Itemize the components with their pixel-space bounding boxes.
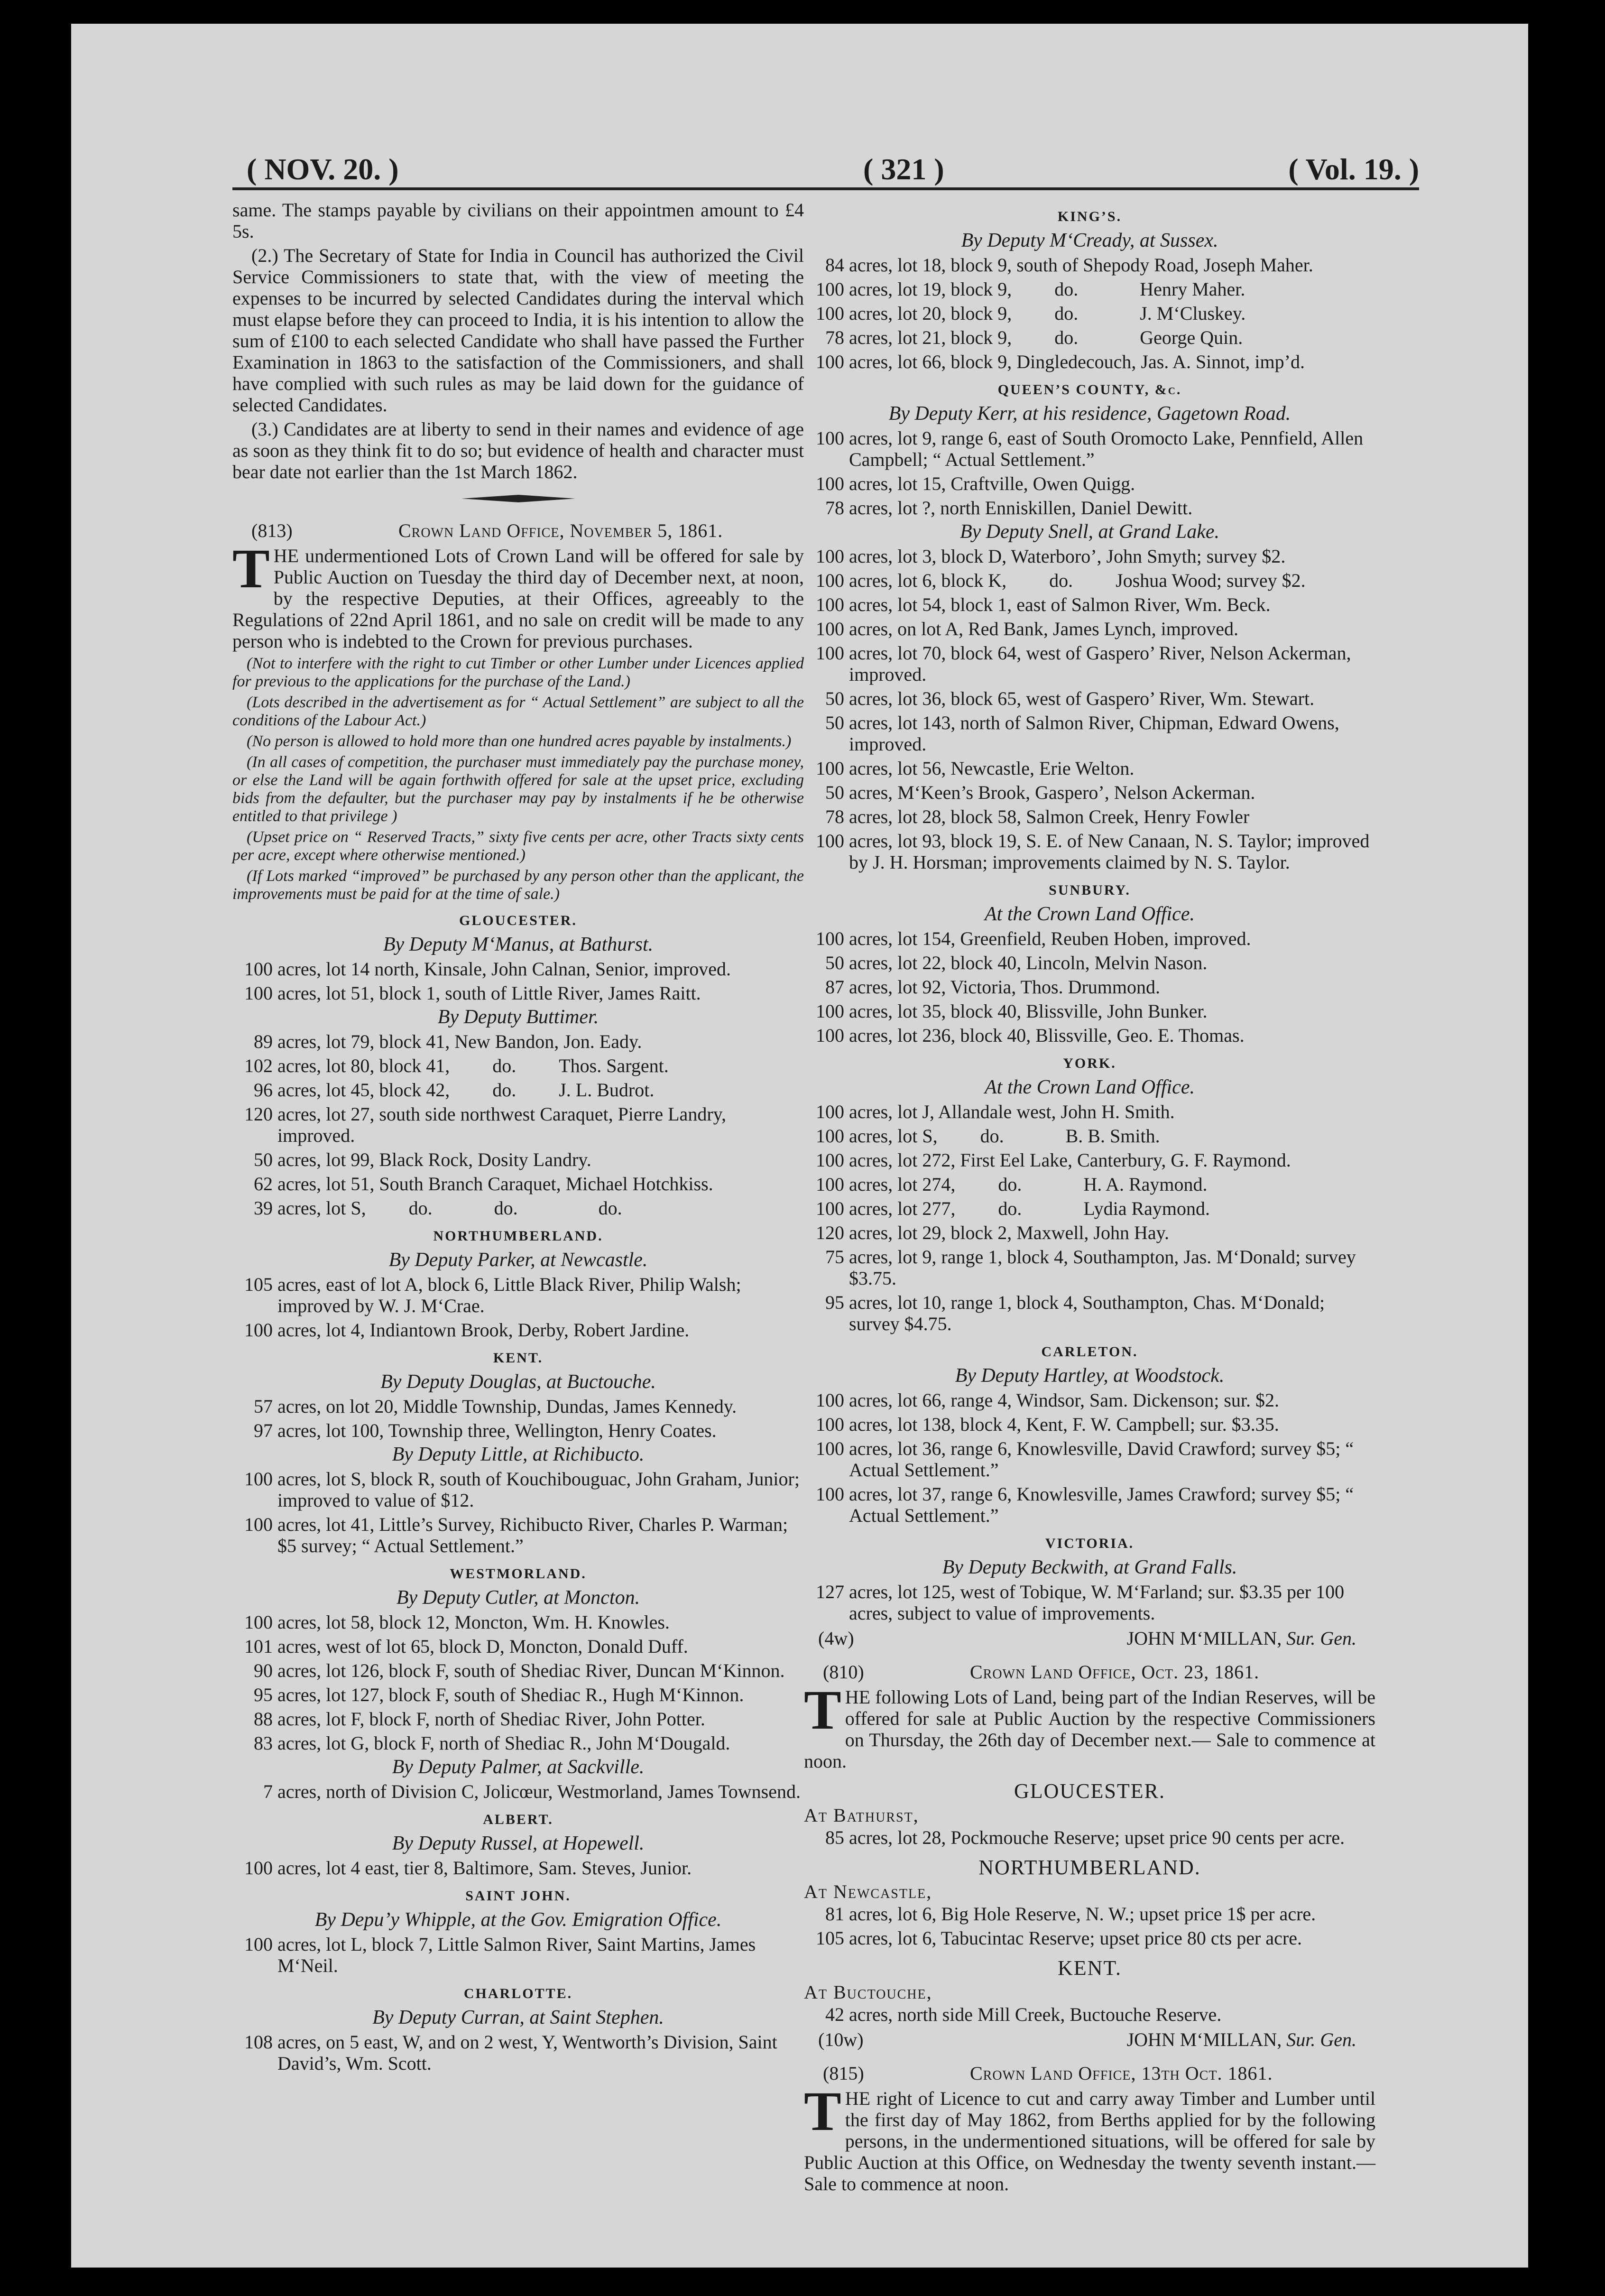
notice-810-body	[804, 1679, 1375, 1772]
county-heading: CHARLOTTE.	[463, 1986, 573, 2001]
county-heading: ALBERT.	[483, 1812, 553, 1827]
location-heading: At Bathurst,	[804, 1805, 919, 1826]
lot-description: acres, lot 80, block 41, do. Thos. Sargent.	[277, 1055, 669, 1076]
lot-description: acres, lot 4, Indiantown Brook, Derby, Robert Jardine.	[277, 1319, 690, 1341]
deputy-heading: By Depu’y Whipple, at the Gov. Emigration Office.	[314, 1909, 722, 1931]
notice-note: (In all cases of competition, the purchaser must immediately pay the purchase money, or else the Land will be again forthwith offered for sale at the upset price, excluding bids from the defaulter, but the purchaser may pay by instalments if he be otherwise entitled to that privilege )	[232, 753, 804, 825]
deputy-heading: By Deputy Cutler, at Moncton.	[396, 1587, 640, 1609]
lot-entry	[232, 1396, 804, 1417]
lot-entry	[804, 254, 1375, 276]
lot-description: acres, lot 15, Craftville, Owen Quigg.	[849, 473, 1135, 494]
lot-acreage: 100	[816, 618, 844, 639]
lot-description: acres, lot 56, Newcastle, Erie Welton.	[849, 758, 1135, 779]
lot-description: acres, lot 66, block 9, Dingledecouch, Jas. A. Sinnot, imp’d.	[849, 351, 1305, 372]
lot-description: acres, lot 127, block F, south of Shediac R., Hugh M‘Kinnon.	[277, 1684, 744, 1705]
right-column	[804, 199, 1375, 2197]
lot-acreage: 89	[254, 1031, 273, 1052]
lot-description: acres, lot 92, Victoria, Thos. Drummond.	[849, 976, 1161, 998]
lot-acreage: 75	[825, 1246, 844, 1268]
notice-title: Crown Land Office, November 5, 1861.	[398, 520, 723, 541]
lot-acreage: 90	[254, 1660, 273, 1681]
lot-acreage: 39	[254, 1197, 273, 1219]
lot-acreage: 100	[816, 1000, 844, 1022]
lot-description: acres, lot J, Allandale west, John H. Smith.	[849, 1101, 1175, 1122]
lot-description: acres, lot 4 east, tier 8, Baltimore, Sam. Steves, Junior.	[277, 1857, 692, 1879]
lot-entry	[232, 2031, 804, 2074]
lot-description: acres, lot 3, block D, Waterboro’, John Smyth; survey $2.	[849, 546, 1286, 567]
county-heading: YORK.	[1063, 1055, 1116, 1071]
lot-acreage: 78	[825, 806, 844, 827]
signature	[804, 1628, 1375, 1649]
lot-acreage: 100	[244, 982, 273, 1004]
deputy-heading: By Deputy Kerr, at his residence, Gagetown Road.	[888, 403, 1291, 425]
lot-entry	[804, 1174, 1375, 1195]
right-lot-listings	[804, 206, 1375, 1624]
lot-description: acres, east of lot A, block 6, Little Black River, Philip Walsh; improved by W. J. M‘Crae.	[277, 1274, 741, 1316]
left-lot-listings	[232, 910, 804, 2074]
lot-acreage: 100	[244, 1468, 273, 1490]
lot-acreage: 88	[254, 1708, 273, 1730]
signatory-name: JOHN M‘MILLAN,	[1126, 1628, 1282, 1649]
notice-note: (No person is allowed to hold more than one hundred acres payable by instalments.)	[247, 732, 792, 750]
lot-description: acres, lot 99, Black Rock, Dosity Landry.	[277, 1149, 591, 1170]
lot-entry: 42 acres, north side Mill Creek, Buctouche Reserve.	[825, 2004, 1222, 2025]
county-heading: GLOUCESTER.	[1014, 1779, 1165, 1803]
lot-description: acres, lot 54, block 1, east of Salmon River, Wm. Beck.	[849, 594, 1271, 615]
lot-description: acres, lot 70, block 64, west of Gaspero’ River, Nelson Ackerman, improved.	[849, 642, 1351, 685]
deputy-heading: By Deputy Little, at Richibucto.	[392, 1444, 645, 1465]
lot-entry	[232, 958, 804, 980]
lot-description: acres, lot L, block 7, Little Salmon River, Saint Martins, James M‘Neil.	[277, 1934, 756, 1976]
intro-paragraph: same. The stamps payable by civilians on their appointmen amount to £4 5s.	[232, 199, 804, 242]
header-rule	[232, 187, 1419, 190]
lot-entry: 85 acres, lot 28, Pockmouche Reserve; upset price 90 cents per acre.	[825, 1827, 1345, 1848]
lot-description: acres, lot 143, north of Salmon River, Chipman, Edward Owens, improved.	[849, 712, 1339, 755]
lot-entry	[804, 928, 1375, 949]
notice-text: HE undermentioned Lots of Crown Land will be offered for sale by Public Auction on Tuesday the third day of December next, at noon, by the respective Deputies, at their Offices, agreeably to the Regulations of 22nd April 1861, and no sale on credit will be made to any person who is indebted to the Crown for previous purchases.	[232, 545, 804, 652]
deputy-heading: By Deputy Beckwith, at Grand Falls.	[942, 1556, 1237, 1578]
lot-description: acres, on lot 20, Middle Township, Dundas, James Kennedy.	[277, 1396, 737, 1417]
lot-entry	[232, 1514, 804, 1556]
lot-acreage: 50	[825, 782, 844, 803]
lot-entry	[232, 1103, 804, 1146]
county-heading: CARLETON.	[1041, 1344, 1138, 1360]
signature	[804, 2029, 1375, 2050]
lot-description: acres, lot 93, block 19, S. E. of New Canaan, N. S. Taylor; improved by J. H. Horsman; improvements claimed by N. S. Taylor.	[849, 830, 1370, 873]
lot-entry	[232, 1732, 804, 1754]
left-column	[232, 199, 804, 2077]
lot-description: acres, lot 6, block K, do. Joshua Wood; survey $2.	[849, 570, 1306, 591]
lot-entry	[804, 594, 1375, 615]
page-header	[247, 142, 1419, 194]
lot-entry	[232, 1708, 804, 1730]
lot-entry	[804, 351, 1375, 372]
lot-entry	[804, 570, 1375, 591]
lot-acreage: 87	[825, 976, 844, 998]
lot-description: acres, lot 126, block F, south of Shediac River, Duncan M‘Kinnon.	[277, 1660, 785, 1681]
notice-code: (4w)	[818, 1628, 854, 1649]
lot-description: acres, lot 66, range 4, Windsor, Sam. Dickenson; sur. $2.	[849, 1389, 1280, 1411]
lot-entry	[804, 1414, 1375, 1435]
lot-acreage: 105	[244, 1274, 273, 1295]
lot-acreage: 100	[816, 1198, 844, 1219]
lot-acreage: 100	[816, 1438, 844, 1459]
lot-entry	[804, 1222, 1375, 1243]
deputy-heading: By Deputy Hartley, at Woodstock.	[955, 1365, 1225, 1387]
notice-code: (813)	[251, 520, 293, 541]
lot-acreage: 100	[816, 1125, 844, 1147]
lot-acreage: 100	[816, 1483, 844, 1505]
lot-description: acres, lot 21, block 9, do. George Quin.	[849, 327, 1243, 348]
lot-acreage: 108	[244, 2031, 273, 2053]
lot-acreage: 57	[254, 1396, 273, 1417]
lot-acreage: 100	[244, 1514, 273, 1535]
lot-description: acres, lot 36, range 6, Knowlesville, David Crawford; survey $5; “ Actual Settlement.”	[849, 1438, 1354, 1481]
notice-title: Crown Land Office, 13th Oct. 1861.	[970, 2063, 1273, 2084]
drop-cap: T	[804, 1679, 841, 1741]
lot-description: acres, lot 22, block 40, Lincoln, Melvin Nason.	[849, 952, 1208, 973]
lot-acreage: 100	[816, 546, 844, 567]
deputy-heading: By Deputy Parker, at Newcastle.	[388, 1249, 648, 1271]
lot-description: acres, lot 19, block 9, do. Henry Maher.	[849, 278, 1245, 300]
deputy-heading: At the Crown Land Office.	[985, 1076, 1195, 1098]
lot-description: acres, west of lot 65, block D, Moncton, Donald Duff.	[277, 1636, 688, 1657]
lot-entry	[232, 1781, 804, 1802]
lot-description: acres, M‘Keen’s Brook, Gaspero’, Nelson Ackerman.	[849, 782, 1255, 803]
lot-acreage: 84	[825, 254, 844, 276]
lot-acreage: 100	[816, 758, 844, 779]
lot-entry	[804, 1483, 1375, 1526]
lot-entry	[232, 1420, 804, 1441]
lot-entry	[804, 497, 1375, 518]
signatory-role: Sur. Gen.	[1286, 2029, 1356, 2050]
lot-description: acres, lot 9, range 6, east of South Oromocto Lake, Pennfield, Allen Campbell; “ Actual Settlement.”	[849, 427, 1364, 470]
lot-acreage: 100	[816, 303, 844, 324]
lot-acreage: 62	[254, 1173, 273, 1194]
lot-entry	[804, 1125, 1375, 1147]
lot-acreage: 97	[254, 1420, 273, 1441]
lot-acreage: 100	[816, 1149, 844, 1171]
notice-815-heading	[804, 2063, 1375, 2084]
location-heading: At Newcastle,	[804, 1881, 932, 1902]
lot-description: acres, lot 125, west of Tobique, W. M‘Farland; sur. $3.35 per 100 acres, subject to value of improvements.	[849, 1581, 1345, 1624]
lot-entry	[232, 1660, 804, 1681]
notice-code: (810)	[823, 1661, 864, 1683]
lot-description: acres, lot 100, Township three, Wellington, Henry Coates.	[277, 1420, 717, 1441]
header-date: ( NOV. 20. )	[247, 152, 399, 186]
lot-description: acres, lot 29, block 2, Maxwell, John Hay.	[849, 1222, 1170, 1243]
lot-entry	[232, 1055, 804, 1076]
notice-810-heading	[804, 1661, 1375, 1683]
lot-acreage: 100	[244, 1857, 273, 1879]
lot-entry	[804, 688, 1375, 709]
lot-entry: 81 acres, lot 6, Big Hole Reserve, N. W.; upset price 1$ per acre.	[825, 1903, 1316, 1925]
lot-description: acres, lot S, block R, south of Kouchibouguac, John Graham, Junior; improved to value of $12.	[277, 1468, 800, 1511]
lot-entry	[804, 278, 1375, 300]
lot-acreage: 100	[244, 1934, 273, 1955]
lot-entry	[804, 618, 1375, 639]
lot-entry	[804, 1581, 1375, 1624]
lot-description: acres, lot 274, do. H. A. Raymond.	[849, 1174, 1208, 1195]
lot-acreage: 95	[825, 1292, 844, 1313]
lot-acreage: 100	[816, 473, 844, 494]
signatory-role: Sur. Gen.	[1286, 1628, 1356, 1649]
lot-acreage: 50	[825, 952, 844, 973]
lot-entry	[804, 1101, 1375, 1122]
lot-entry	[232, 982, 804, 1004]
lot-acreage: 100	[244, 1611, 273, 1633]
drop-cap: T	[804, 2080, 841, 2142]
lot-acreage: 100	[816, 278, 844, 300]
lot-entry	[232, 1197, 804, 1219]
lot-entry	[232, 1079, 804, 1101]
lot-entry	[804, 830, 1375, 873]
lot-entry	[804, 952, 1375, 973]
lot-description: acres, lot 154, Greenfield, Reuben Hoben, improved.	[849, 928, 1251, 949]
lot-description: acres, lot F, block F, north of Shediac River, John Potter.	[277, 1708, 705, 1730]
lot-acreage: 100	[816, 1414, 844, 1435]
lot-entry: 105 acres, lot 6, Tabucintac Reserve; upset price 80 cts per acre.	[816, 1927, 1302, 1949]
lot-description: acres, lot 27, south side northwest Caraquet, Pierre Landry, improved.	[277, 1103, 727, 1146]
lot-description: acres, lot 272, First Eel Lake, Canterbury, G. F. Raymond.	[849, 1149, 1291, 1171]
lot-acreage: 100	[816, 570, 844, 591]
county-heading: KING’S.	[1057, 209, 1122, 224]
lot-description: acres, lot ?, north Enniskillen, Daniel Dewitt.	[849, 497, 1193, 518]
notice-text: HE right of Licence to cut and carry away Timber and Lumber until the first day of May 1862, from Berths applied for by the following persons, in the undermentioned situations, will be offered for sale by Public Auction at this Office, on Wednesday the twenty seventh instant.—Sale to commence at noon.	[804, 2088, 1375, 2194]
county-heading: NORTHUMBERLAND.	[433, 1228, 603, 1244]
lot-description: acres, north of Division C, Jolicœur, Westmorland, James Townsend.	[277, 1781, 801, 1802]
lot-description: acres, lot 51, South Branch Caraquet, Michael Hotchkiss.	[277, 1173, 713, 1194]
county-heading: KENT.	[1057, 1956, 1122, 1980]
gazette-page	[71, 24, 1528, 2268]
lot-acreage: 120	[244, 1103, 273, 1125]
county-heading: WESTMORLAND.	[450, 1566, 587, 1582]
lot-description: acres, lot S, do. B. B. Smith.	[849, 1125, 1160, 1147]
lot-acreage: 100	[816, 1101, 844, 1122]
lot-description: acres, lot 18, block 9, south of Shepody Road, Joseph Maher.	[849, 254, 1313, 276]
notice-code: (10w)	[818, 2029, 864, 2050]
lot-entry	[232, 1684, 804, 1705]
lot-description: acres, lot 138, block 4, Kent, F. W. Campbell; sur. $3.35.	[849, 1414, 1279, 1435]
county-heading: SAINT JOHN.	[465, 1888, 571, 1904]
lot-acreage: 120	[816, 1222, 844, 1243]
notice-815-body	[804, 2080, 1375, 2194]
deputy-heading: At the Crown Land Office.	[985, 903, 1195, 925]
lot-acreage: 101	[244, 1636, 273, 1657]
deputy-heading: By Deputy Curran, at Saint Stephen.	[372, 2007, 664, 2028]
deputy-heading: By Deputy Palmer, at Sackville.	[392, 1756, 645, 1778]
lot-entry	[804, 712, 1375, 755]
deputy-heading: By Deputy Buttimer.	[437, 1006, 599, 1028]
lot-entry	[232, 1149, 804, 1170]
lot-entry	[804, 1246, 1375, 1289]
lot-entry	[804, 976, 1375, 998]
lot-entry	[232, 1857, 804, 1879]
county-heading: SUNBURY.	[1049, 882, 1131, 898]
signatory-name: JOHN M‘MILLAN,	[1126, 2029, 1282, 2050]
lot-acreage: 100	[816, 642, 844, 664]
lot-acreage: 83	[254, 1732, 273, 1754]
lot-acreage: 102	[244, 1055, 273, 1076]
deputy-heading: By Deputy M‘Manus, at Bathurst.	[383, 934, 654, 955]
lot-entry	[232, 1611, 804, 1633]
lot-acreage: 96	[254, 1079, 273, 1101]
deputy-heading: By Deputy Douglas, at Buctouche.	[380, 1371, 656, 1393]
notice-text: HE following Lots of Land, being part of the Indian Reserves, will be offered for sale at Public Auction by the respective Commissioners on Thursday, the 26th day of December next.— Sale to commence at noon.	[804, 1686, 1375, 1772]
lot-acreage: 78	[825, 327, 844, 348]
lot-acreage: 100	[816, 1389, 844, 1411]
lot-description: acres, lot 14 north, Kinsale, John Calnan, Senior, improved.	[277, 958, 731, 980]
lot-description: acres, on 5 east, W, and on 2 west, Y, Wentworth’s Division, Saint David’s, Wm. Scott.	[277, 2031, 777, 2074]
lot-entry	[232, 1319, 804, 1341]
lot-description: acres, lot 45, block 42, do. J. L. Budrot.	[277, 1079, 655, 1101]
lot-description: acres, lot 9, range 1, block 4, Southampton, Jas. M‘Donald; survey $3.75.	[849, 1246, 1356, 1289]
lot-entry	[804, 327, 1375, 348]
lot-acreage: 100	[816, 351, 844, 372]
lot-description: acres, lot 41, Little’s Survey, Richibucto River, Charles P. Warman; $5 survey; “ Actual Settlement.”	[277, 1514, 788, 1556]
lot-acreage: 50	[825, 688, 844, 709]
lot-entry	[232, 1934, 804, 1976]
lot-entry	[804, 1438, 1375, 1481]
county-heading: QUEEN’S COUNTY, &c.	[997, 382, 1182, 398]
section-divider	[232, 486, 804, 508]
lot-entry	[232, 1636, 804, 1657]
lot-entry	[232, 1468, 804, 1511]
lot-description: acres, lot 28, block 58, Salmon Creek, Henry Fowler	[849, 806, 1250, 827]
lot-entry	[232, 1173, 804, 1194]
lot-acreage: 7	[263, 1781, 273, 1802]
lot-description: acres, lot 10, range 1, block 4, Southampton, Chas. M‘Donald; survey $4.75.	[849, 1292, 1325, 1334]
intro-paragraph: (3.) Candidates are at liberty to send in their names and evidence of age as soon as they think fit to do so; but evidence of health and character must bear date not earlier than the 1st March 1862.	[232, 418, 804, 482]
county-heading: VICTORIA.	[1045, 1536, 1135, 1551]
lot-description: acres, lot 236, block 40, Blissville, Geo. E. Thomas.	[849, 1025, 1245, 1046]
lot-acreage: 100	[816, 928, 844, 949]
lot-acreage: 100	[816, 1174, 844, 1195]
lot-acreage: 95	[254, 1684, 273, 1705]
lot-entry	[804, 303, 1375, 324]
lot-description: acres, lot 20, block 9, do. J. M‘Cluskey.	[849, 303, 1246, 324]
county-heading: NORTHUMBERLAND.	[978, 1856, 1201, 1879]
lot-description: acres, lot 277, do. Lydia Raymond.	[849, 1198, 1210, 1219]
lot-entry	[804, 758, 1375, 779]
lot-description: acres, lot S, do. do. do.	[277, 1197, 622, 1219]
lot-acreage: 100	[816, 594, 844, 615]
header-volume: ( Vol. 19. )	[1288, 152, 1419, 186]
lot-entry	[804, 782, 1375, 803]
county-heading: KENT.	[493, 1350, 544, 1366]
lot-acreage: 100	[816, 427, 844, 449]
deputy-heading: By Deputy M‘Cready, at Sussex.	[961, 230, 1218, 251]
lot-acreage: 78	[825, 497, 844, 518]
lot-description: acres, lot 36, block 65, west of Gaspero’ River, Wm. Stewart.	[849, 688, 1315, 709]
deputy-heading: By Deputy Snell, at Grand Lake.	[959, 521, 1220, 543]
lot-entry	[804, 1149, 1375, 1171]
lot-entry	[804, 546, 1375, 567]
lot-acreage: 100	[816, 830, 844, 852]
lot-acreage: 50	[825, 712, 844, 733]
lot-entry	[804, 1000, 1375, 1022]
notice-note: (Lots described in the advertisement as for “ Actual Settlement” are subject to all the conditions of the Labour Act.)	[232, 694, 804, 729]
county-heading: GLOUCESTER.	[459, 913, 577, 928]
lot-entry	[804, 642, 1375, 685]
lot-description: acres, lot 35, block 40, Blissville, John Bunker.	[849, 1000, 1208, 1022]
lot-acreage: 100	[816, 1025, 844, 1046]
drop-cap: T	[232, 537, 270, 600]
lot-entry	[804, 1292, 1375, 1334]
lot-description: acres, lot 79, block 41, New Bandon, Jon. Eady.	[277, 1031, 642, 1052]
lot-entry	[804, 427, 1375, 470]
notice-813-heading	[232, 520, 804, 541]
lot-entry	[804, 806, 1375, 827]
lot-description: acres, lot 58, block 12, Moncton, Wm. H. Knowles.	[277, 1611, 670, 1633]
lot-description: acres, on lot A, Red Bank, James Lynch, improved.	[849, 618, 1238, 639]
intro-paragraph: (2.) The Secretary of State for India in Council has authorized the Civil Service Commissioners to state that, with the view of meeting the expenses to be incurred by selected Candidates during the interval which must elapse before they can proceed to India, it is his intention to allow the sum of £100 to each selected Candidate who shall have passed the Further Examination in 1863 to the satisfaction of the Commissioners, and shall have complied with such rules as may be laid down for the guidance of selected Candidates.	[232, 245, 804, 416]
notice-note: (If Lots marked “improved” be purchased by any person other than the applicant, the improvements must be paid for at the time of sale.)	[232, 867, 804, 903]
notice-813-body	[232, 537, 804, 652]
header-page-number: ( 321 )	[863, 152, 944, 186]
lot-entry	[804, 473, 1375, 494]
lot-acreage: 100	[244, 1319, 273, 1341]
lot-acreage: 100	[244, 958, 273, 980]
lot-entry	[804, 1025, 1375, 1046]
lot-entry	[804, 1389, 1375, 1411]
notice-title: Crown Land Office, Oct. 23, 1861.	[970, 1661, 1260, 1683]
notice-code: (815)	[823, 2063, 864, 2084]
location-heading: At Buctouche,	[804, 1981, 932, 2003]
notice-note: (Upset price on “ Reserved Tracts,” sixty five cents per acre, other Tracts sixty cents per acre, except where otherwise mentioned.)	[232, 828, 804, 864]
notice-note: (Not to interfere with the right to cut Timber or other Lumber under Licences applied for previous to the applications for the purchase of the Land.)	[232, 655, 804, 690]
deputy-heading: By Deputy Russel, at Hopewell.	[392, 1833, 645, 1854]
lot-entry	[232, 1031, 804, 1052]
lot-entry	[804, 1198, 1375, 1219]
lot-description: acres, lot 37, range 6, Knowlesville, James Crawford; survey $5; “ Actual Settlement.”	[849, 1483, 1354, 1526]
lot-acreage: 50	[254, 1149, 273, 1170]
lot-description: acres, lot 51, block 1, south of Little River, James Raitt.	[277, 982, 701, 1004]
lot-description: acres, lot G, block F, north of Shediac R., John M‘Dougald.	[277, 1732, 730, 1754]
lot-entry	[232, 1274, 804, 1316]
lot-acreage: 127	[816, 1581, 844, 1602]
